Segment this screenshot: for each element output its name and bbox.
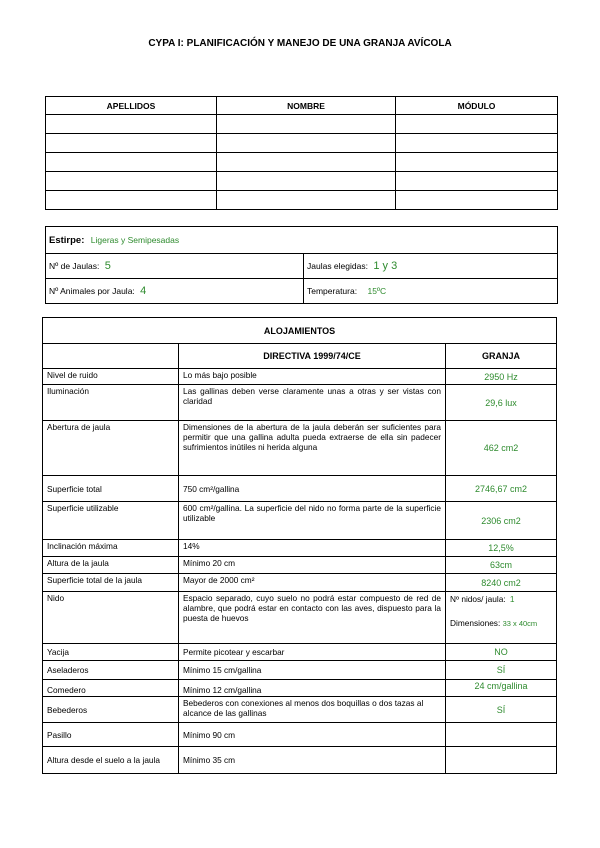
table-row <box>43 557 557 574</box>
header-apellidos: APELLIDOS <box>46 97 217 115</box>
page-title: CYPA I: PLANIFICACIÓN Y MANEJO DE UNA GRANJA AVÍCOLA <box>148 38 452 49</box>
nombre-field[interactable] <box>217 153 396 172</box>
header-nombre: NOMBRE <box>217 97 396 115</box>
table-row <box>43 592 557 644</box>
dimensiones-value: 33 x 40cm <box>502 619 538 628</box>
animales-label: Nº Animales por Jaula: <box>49 286 135 296</box>
student-table <box>45 96 558 210</box>
temperatura-label: Temperatura: <box>307 286 358 296</box>
alojamientos-title: ALOJAMIENTOS <box>43 318 557 344</box>
nombre-field[interactable] <box>217 115 396 134</box>
row-directiva: Permite picotear y escarbar <box>179 644 446 661</box>
table-row <box>43 697 557 723</box>
table-row <box>43 661 557 680</box>
row-directiva: Mayor de 2000 cm² <box>179 574 446 592</box>
row-label: Pasillo <box>43 723 179 747</box>
table-row <box>43 421 557 476</box>
row-label: Altura desde el suelo a la jaula <box>43 747 179 774</box>
table-row <box>46 134 558 153</box>
row-granja <box>446 747 557 774</box>
row-directiva: Mínimo 90 cm <box>179 723 446 747</box>
row-label: Aseladeros <box>43 661 179 680</box>
row-directiva <box>179 476 446 502</box>
row-granja: 2306 cm2 <box>446 502 557 540</box>
modulo-field[interactable] <box>396 134 558 153</box>
modulo-field[interactable] <box>396 115 558 134</box>
granja-header: GRANJA <box>446 344 557 369</box>
table-row <box>46 115 558 134</box>
row-label: Comedero <box>43 680 179 697</box>
estirpe-cell <box>46 227 558 254</box>
row-directiva: 600 cm²/gallina. La superficie del nido no forma parte de la superficie utilizable <box>179 502 446 540</box>
row-granja: 2746,67 cm2 <box>446 476 557 502</box>
row-granja <box>446 723 557 747</box>
row-granja: SÍ <box>446 661 557 680</box>
modulo-field[interactable] <box>396 153 558 172</box>
table-row <box>43 502 557 540</box>
table-row <box>43 574 557 592</box>
nombre-field[interactable] <box>217 134 396 153</box>
row-label: Nido <box>43 592 179 644</box>
estirpe-value: Ligeras y Semipesadas <box>90 234 180 245</box>
row-granja: 29,6 lux <box>446 385 557 421</box>
row-label: Inclinación máxima <box>43 540 179 557</box>
directiva-superficie-total-value: 750 cm²/gallina <box>183 483 240 494</box>
row-label: Yacija <box>43 644 179 661</box>
row-directiva: Mínimo 15 cm/gallina <box>179 661 446 680</box>
nidos-value: 1 <box>509 594 515 604</box>
row-label: Superficie total de la jaula <box>43 574 179 592</box>
modulo-field[interactable] <box>396 172 558 191</box>
row-label: Superficie utilizable <box>43 502 179 540</box>
row-granja: 63cm <box>446 557 557 574</box>
row-directiva: Espacio separado, cuyo suelo no podrá estar compuesto de red de alambre, que podrá estar en contacto con las aves, dispuesto para la puesta de huevos <box>179 592 446 644</box>
row-granja-nido <box>446 592 557 644</box>
apellidos-field[interactable] <box>46 134 217 153</box>
animales-cell <box>46 279 304 304</box>
row-granja: 24 cm/gallina <box>446 680 557 697</box>
row-granja: NO <box>446 644 557 661</box>
row-label: Superficie total <box>43 476 179 502</box>
empty-header <box>43 344 179 369</box>
info-table <box>45 226 558 304</box>
estirpe-label: Estirpe: <box>49 234 85 246</box>
row-directiva: Bebederos con conexiones al menos dos boquillas o dos tazas al alcance de las gallinas <box>179 697 446 723</box>
row-granja: 2950 Hz <box>446 369 557 385</box>
alojamientos-table <box>42 317 557 774</box>
nombre-field[interactable] <box>217 191 396 210</box>
table-row <box>43 680 557 697</box>
dimensiones-label: Dimensiones: <box>450 618 501 628</box>
table-row <box>43 369 557 385</box>
row-directiva: Las gallinas deben verse claramente unas a otras y ser vistas con claridad <box>179 385 446 421</box>
row-granja: 8240 cm2 <box>446 574 557 592</box>
temperatura-value: 15ºC <box>367 286 387 296</box>
row-granja: 462 cm2 <box>446 421 557 476</box>
table-row <box>43 540 557 557</box>
apellidos-field[interactable] <box>46 153 217 172</box>
row-label: Iluminación <box>43 385 179 421</box>
table-row <box>43 644 557 661</box>
modulo-field[interactable] <box>396 191 558 210</box>
apellidos-field[interactable] <box>46 115 217 134</box>
elegidas-cell <box>304 254 558 279</box>
elegidas-value: 1 y 3 <box>373 260 398 272</box>
table-row <box>43 747 557 774</box>
jaulas-value: 5 <box>104 260 111 272</box>
row-label: Nivel de ruido <box>43 369 179 385</box>
directiva-header: DIRECTIVA 1999/74/CE <box>179 344 446 369</box>
elegidas-label: Jaulas elegidas: <box>307 261 368 271</box>
table-row <box>43 476 557 502</box>
nidos-label: Nº nidos/ jaula: <box>450 594 506 604</box>
row-directiva: Lo más bajo posible <box>179 369 446 385</box>
apellidos-field[interactable] <box>46 191 217 210</box>
table-row <box>43 723 557 747</box>
jaulas-cell <box>46 254 304 279</box>
table-row <box>46 153 558 172</box>
row-directiva: Mínimo 35 cm <box>179 747 446 774</box>
table-row <box>46 172 558 191</box>
table-row <box>46 191 558 210</box>
row-directiva: Mínimo 12 cm/gallina <box>179 680 446 697</box>
row-directiva: Mínimo 20 cm <box>179 557 446 574</box>
row-granja: 12,5% <box>446 540 557 557</box>
row-directiva: Dimensiones de la abertura de la jaula deberán ser suficientes para permitir que una gallina adulta pueda extraerse de ella sin padecer sufrimientos inútiles ni herida alguna <box>179 421 446 476</box>
table-row <box>43 385 557 421</box>
animales-value: 4 <box>140 285 147 297</box>
row-label: Abertura de jaula <box>43 421 179 476</box>
jaulas-label: Nº de Jaulas: <box>49 261 100 271</box>
row-label: Altura de la jaula <box>43 557 179 574</box>
row-directiva: 14% <box>179 540 446 557</box>
header-modulo: MÓDULO <box>396 97 558 115</box>
temperatura-cell <box>304 279 558 304</box>
row-label: Bebederos <box>43 697 179 723</box>
row-granja: SÍ <box>446 697 557 723</box>
nombre-field[interactable] <box>217 172 396 191</box>
apellidos-field[interactable] <box>46 172 217 191</box>
